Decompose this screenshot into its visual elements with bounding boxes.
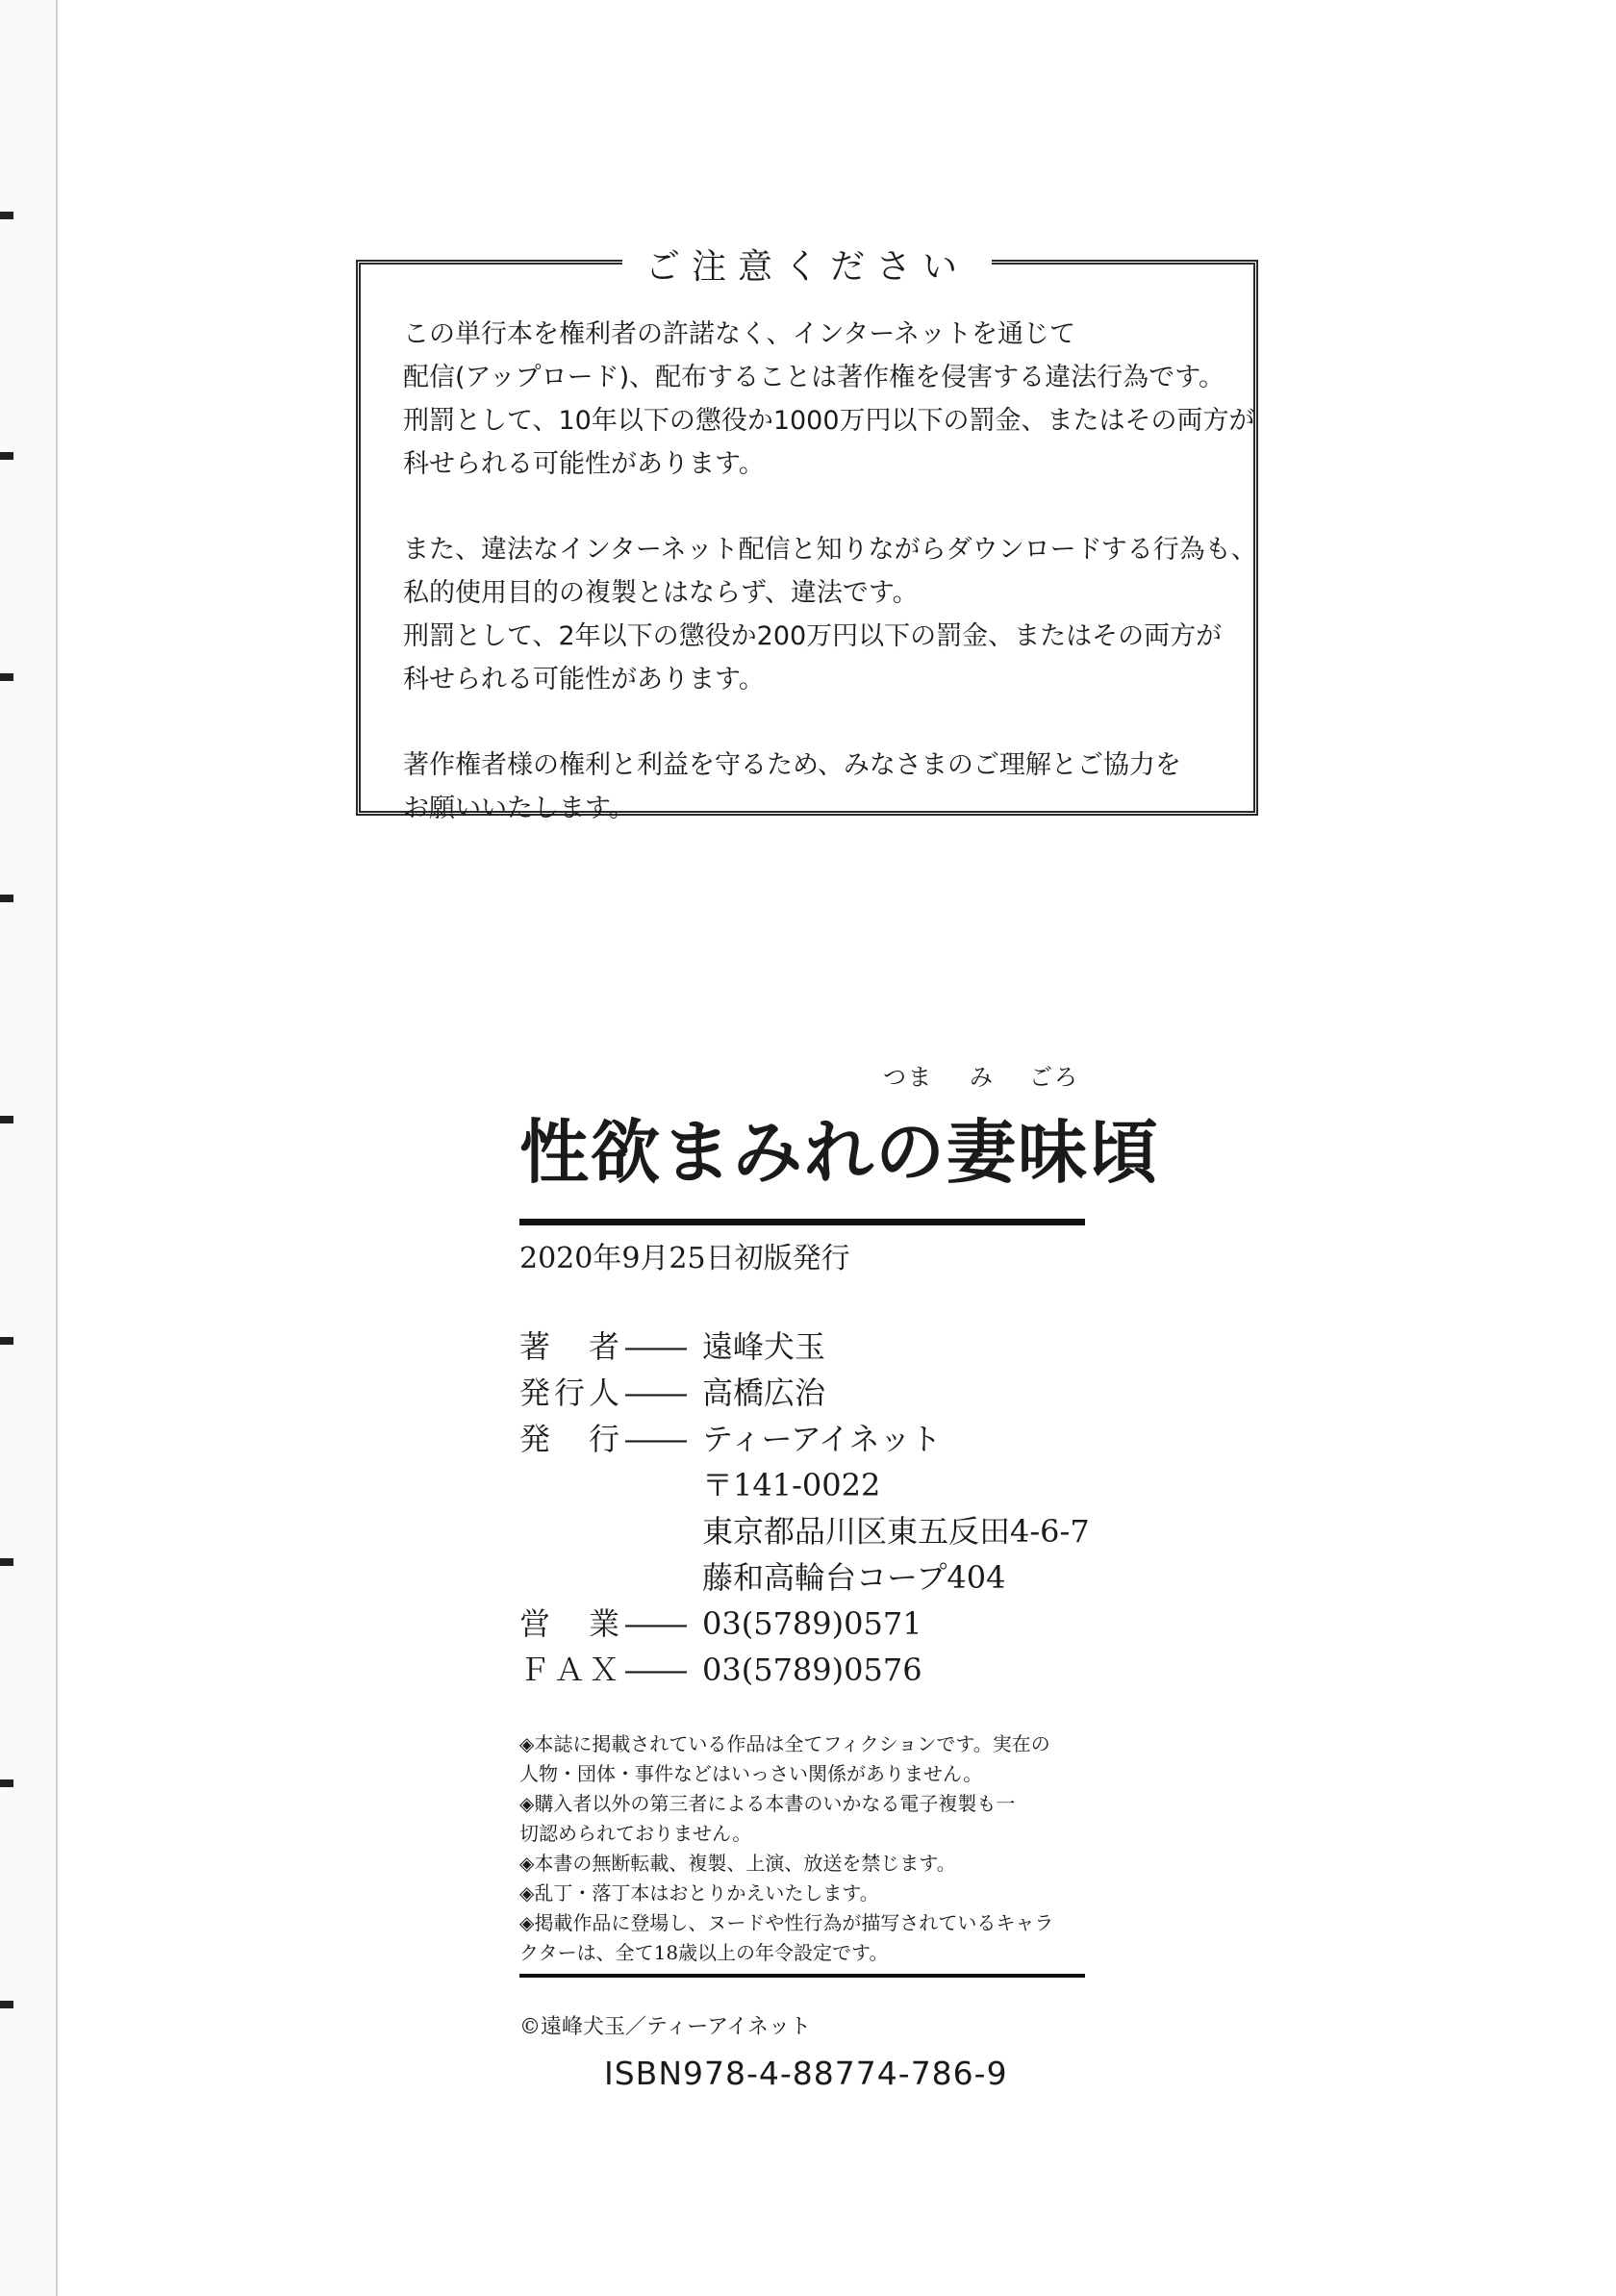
legal-notes [519, 1729, 1097, 1968]
isbn: ISBN978-4-88774-786-9 [604, 2055, 1008, 2092]
note-line: 切認められておりません。 [519, 1822, 752, 1845]
credit-value: 03(5789)0576 [702, 1652, 922, 1688]
address-street: 東京都品川区東五反田4-6-7 [702, 1513, 1090, 1550]
notice-line: 私的使用目的の複製とはならず、違法です。 [403, 578, 919, 608]
credit-value: ティーアイネット [702, 1421, 942, 1457]
notice-line: 配信(アップロード)、配布することは著作権を侵害する違法行為です。 [403, 363, 1225, 392]
binding-edge [0, 0, 58, 2296]
credit-dash: ―― [625, 1652, 687, 1688]
notice-paragraph-3 [403, 744, 1219, 830]
note-line: ◈購入者以外の第三者による本書のいかなる電子複製も一 [519, 1792, 1016, 1815]
contact-fax [519, 1647, 1090, 1693]
ruby-goro: ごろ [1029, 1064, 1079, 1091]
credit-dash: ―― [625, 1375, 687, 1411]
credit-label: 営 業 [519, 1605, 624, 1642]
notice-title [361, 240, 1253, 289]
notice-line: 刑罰として、2年以下の懲役か200万円以下の罰金、またはその両方が [403, 621, 1223, 651]
ruby-mi: み [970, 1064, 995, 1091]
book-title-block [519, 1064, 1161, 1197]
credit-publisher-person [519, 1370, 1090, 1416]
contact-sales [519, 1601, 1090, 1647]
copyright-notice-box [356, 247, 1258, 823]
notice-line: この単行本を権利者の許諾なく、インターネットを通じて [403, 319, 1076, 349]
credit-label: 発 行 [519, 1421, 624, 1457]
credit-label: 発行人 [519, 1375, 624, 1411]
note-line: ◈本書の無断転載、複製、上演、放送を禁じます。 [519, 1852, 956, 1875]
title-rule [519, 1219, 1085, 1225]
credit-publisher [519, 1416, 1090, 1462]
notice-title-text: ご注意ください [622, 247, 992, 287]
notice-paragraph-1 [403, 313, 1255, 486]
address-building: 藤和高輪台コープ404 [702, 1559, 1006, 1596]
publication-date: 2020年9月25日初版発行 [519, 1242, 850, 1275]
note-line: ◈乱丁・落丁本はおとりかえいたします。 [519, 1881, 879, 1905]
notice-line: 科せられる可能性があります。 [403, 449, 765, 479]
colophon-credits [519, 1324, 1090, 1693]
note-line: ◈掲載作品に登場し、ヌードや性行為が描写されているキャラ [519, 1911, 1054, 1934]
notice-line: 刑罰として、10年以下の懲役か1000万円以下の罰金、またはその両方が [403, 406, 1255, 436]
copyright-line: ©遠峰犬玉／ティーアイネット [519, 2015, 811, 2039]
notice-paragraph-2 [403, 528, 1257, 701]
notice-line: 著作権者様の権利と利益を守るため、みなさまのご理解とご協力を [403, 750, 1181, 780]
note-line: 人物・団体・事件などはいっさい関係がありません。 [519, 1762, 983, 1785]
credit-author [519, 1324, 1090, 1370]
book-title: 性欲まみれの妻味頃 [519, 1111, 1161, 1193]
credit-value: 03(5789)0571 [702, 1605, 922, 1642]
credit-dash: ―― [625, 1328, 687, 1365]
credit-label: ＦＡＸ [519, 1652, 624, 1688]
notice-body [403, 313, 1257, 872]
notice-line: お願いいたします。 [403, 794, 635, 823]
notice-line: また、違法なインターネット配信と知りながらダウンロードする行為も、 [403, 535, 1257, 565]
credit-dash: ―― [625, 1605, 687, 1642]
note-line: クターは、全て18歳以上の年令設定です。 [519, 1941, 889, 1964]
credit-label: 著 者 [519, 1328, 624, 1365]
ruby-tsuma: つま [883, 1064, 933, 1091]
notice-line: 科せられる可能性があります。 [403, 665, 765, 694]
address-postal: 〒141-0022 [702, 1467, 881, 1503]
notes-rule [519, 1974, 1085, 1978]
credit-value: 高橋広治 [702, 1375, 826, 1411]
credit-value: 遠峰犬玉 [702, 1328, 826, 1365]
note-line: ◈本誌に掲載されている作品は全てフィクションです。実在の [519, 1732, 1050, 1755]
credit-dash: ―― [625, 1421, 687, 1457]
